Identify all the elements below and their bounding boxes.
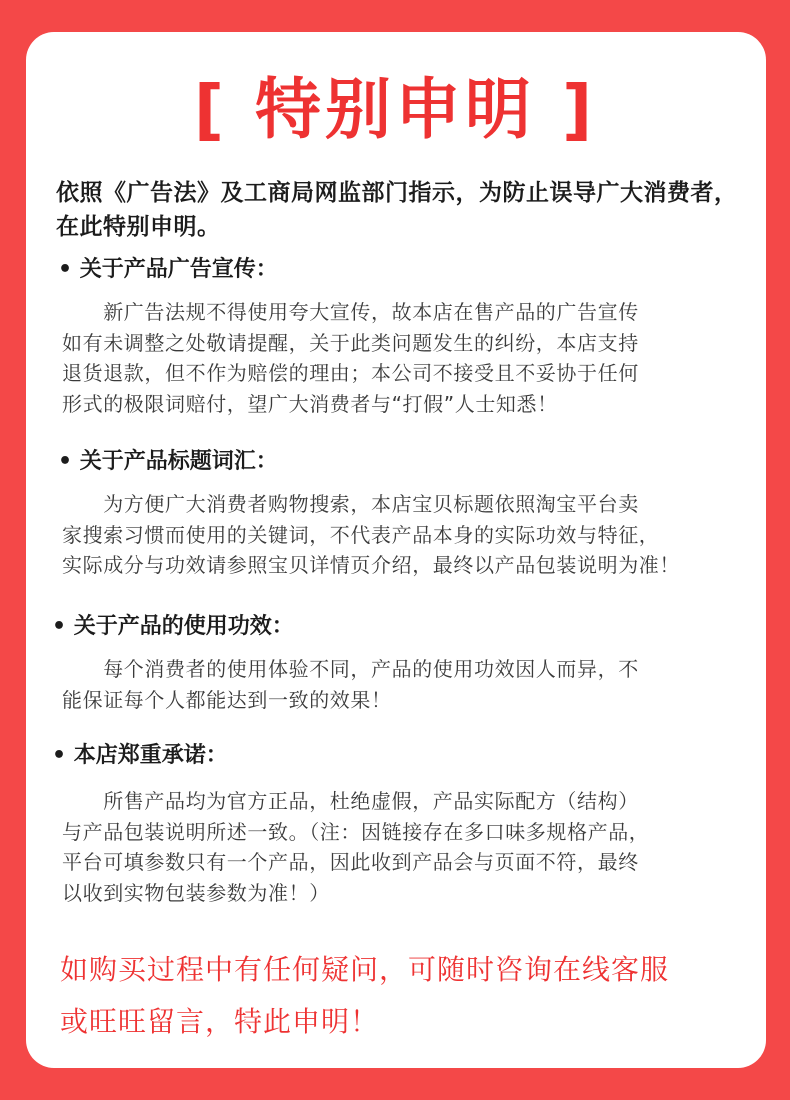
closing-note bbox=[60, 944, 750, 1048]
section-body-title-words bbox=[62, 489, 762, 581]
body-line: 形式的极限词赔付，望广大消费者与“打假”人士知悉！ bbox=[62, 391, 558, 416]
page-title: [ 特别申明 ] bbox=[193, 71, 597, 148]
section-body-usage-effect bbox=[62, 654, 762, 715]
section-heading-ad-promotion: • 关于产品广告宣传： bbox=[58, 257, 278, 282]
body-line: 每个消费者的使用体验不同，产品的使用功效因人而异，不 bbox=[62, 657, 639, 681]
body-line: 以收到实物包装参数为准！） bbox=[62, 880, 330, 905]
section-body-ad-promotion bbox=[62, 297, 762, 419]
section-heading-title-words: • 关于产品标题词汇： bbox=[58, 449, 278, 474]
section-heading-usage-effect: • 关于产品的使用功效： bbox=[52, 614, 294, 639]
section-heading-store-promise: • 本店郑重承诺： bbox=[52, 743, 228, 768]
body-line: 能保证每个人都能达到一致的效果！ bbox=[62, 687, 392, 712]
body-line: 如有未调整之处敬请提醒，关于此类问题发生的纠纷，本店支持 bbox=[62, 330, 639, 355]
body-line: 实际成分与功效请参照宝贝详情页介绍，最终以产品包装说明为准！ bbox=[62, 553, 680, 577]
body-line: 新广告法规不得使用夸大宣传，故本店在售产品的广告宣传 bbox=[62, 300, 639, 324]
body-line: 与产品包装说明所述一致。（注：因链接存在多口味多规格产品， bbox=[62, 819, 650, 844]
body-line: 为方便广大消费者购物搜索，本店宝贝标题依照淘宝平台卖 bbox=[62, 492, 639, 516]
body-line: 平台可填参数只有一个产品，因此收到产品会与页面不符，最终 bbox=[62, 850, 639, 874]
section-body-store-promise bbox=[62, 786, 762, 908]
closing-line: 如购买过程中有任何疑问，可随时咨询在线客服 bbox=[60, 953, 670, 986]
intro-paragraph: 依照《广告法》及工商局网监部门指示，为防止误导广大消费者，在此特别申明。 bbox=[56, 180, 738, 240]
body-line: 退货退款，但不作为赔偿的理由；本公司不接受且不妥协于任何 bbox=[62, 361, 639, 385]
body-line: 所售产品均为官方正品，杜绝虚假，产品实际配方（结构） bbox=[62, 789, 639, 813]
body-line: 家搜索习惯而使用的关键词，不代表产品本身的实际功效与特征， bbox=[62, 522, 660, 547]
closing-line: 或旺旺留言，特此申明！ bbox=[60, 1005, 380, 1038]
